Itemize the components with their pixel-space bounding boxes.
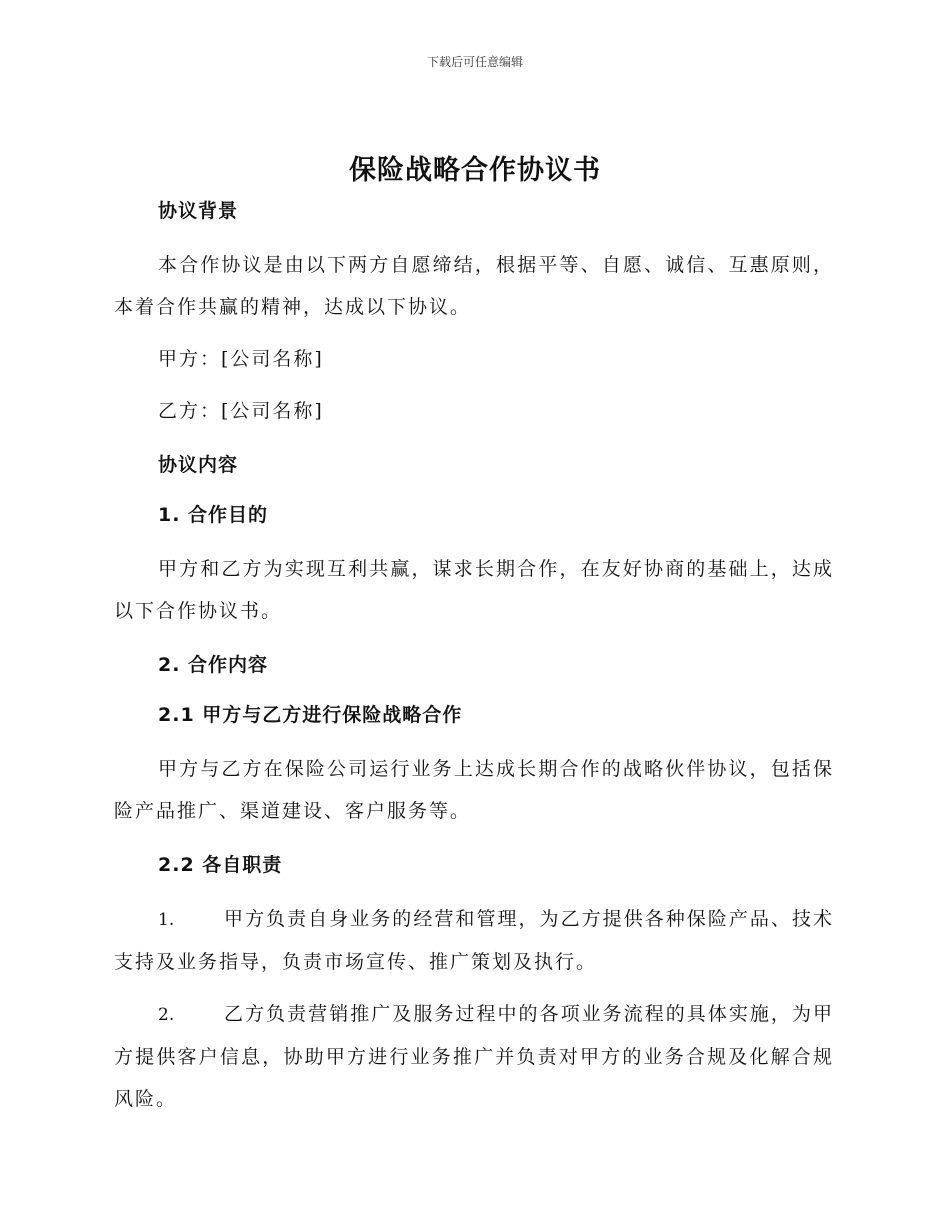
duty-item-number: 2. bbox=[158, 1005, 175, 1025]
strategic-paragraph: 甲方与乙方在保险公司运行业务上达成长期合作的战略伙伴协议，包括保险产品推广、渠道建设、客户服务等。 bbox=[114, 758, 834, 822]
section-heading-scope: 2. 合作内容 bbox=[158, 654, 269, 676]
section-heading-purpose: 1. 合作目的 bbox=[158, 504, 269, 526]
duty-item-text: 甲方负责自身业务的经营和管理，为乙方提供各种保险产品、技术支持及业务指导，负责市场宣传、推广策划及执行。 bbox=[114, 908, 834, 973]
duty-item-number: 1. bbox=[158, 910, 175, 930]
document-title: 保险战略合作协议书 bbox=[349, 155, 601, 186]
background-paragraph: 本合作协议是由以下两方自愿缔结，根据平等、自愿、诚信、互惠原则，本着合作共赢的精神，达成以下协议。 bbox=[114, 254, 834, 318]
purpose-paragraph: 甲方和乙方为实现互利共赢，谋求长期合作，在友好协商的基础上，达成以下合作协议书。 bbox=[114, 558, 834, 622]
duty-item-1 bbox=[114, 898, 834, 983]
duty-item-text: 乙方负责营销推广及服务过程中的各项业务流程的具体实施，为甲方提供客户信息，协助甲方进行业务推广并负责对甲方的业务合规及化解合规风险。 bbox=[114, 1003, 834, 1110]
section-heading-content: 协议内容 bbox=[158, 454, 239, 476]
section-heading-strategic: 2.1 甲方与乙方进行保险战略合作 bbox=[158, 704, 463, 726]
document-body bbox=[114, 194, 834, 1120]
header-note: 下载后可任意编辑 bbox=[426, 55, 523, 69]
section-heading-duties: 2.2 各自职责 bbox=[158, 854, 283, 876]
duty-item-2 bbox=[114, 993, 834, 1120]
section-heading-background: 协议背景 bbox=[158, 200, 239, 222]
party-b-line: 乙方：[公司名称] bbox=[158, 400, 324, 422]
party-a-line: 甲方：[公司名称] bbox=[158, 348, 324, 370]
